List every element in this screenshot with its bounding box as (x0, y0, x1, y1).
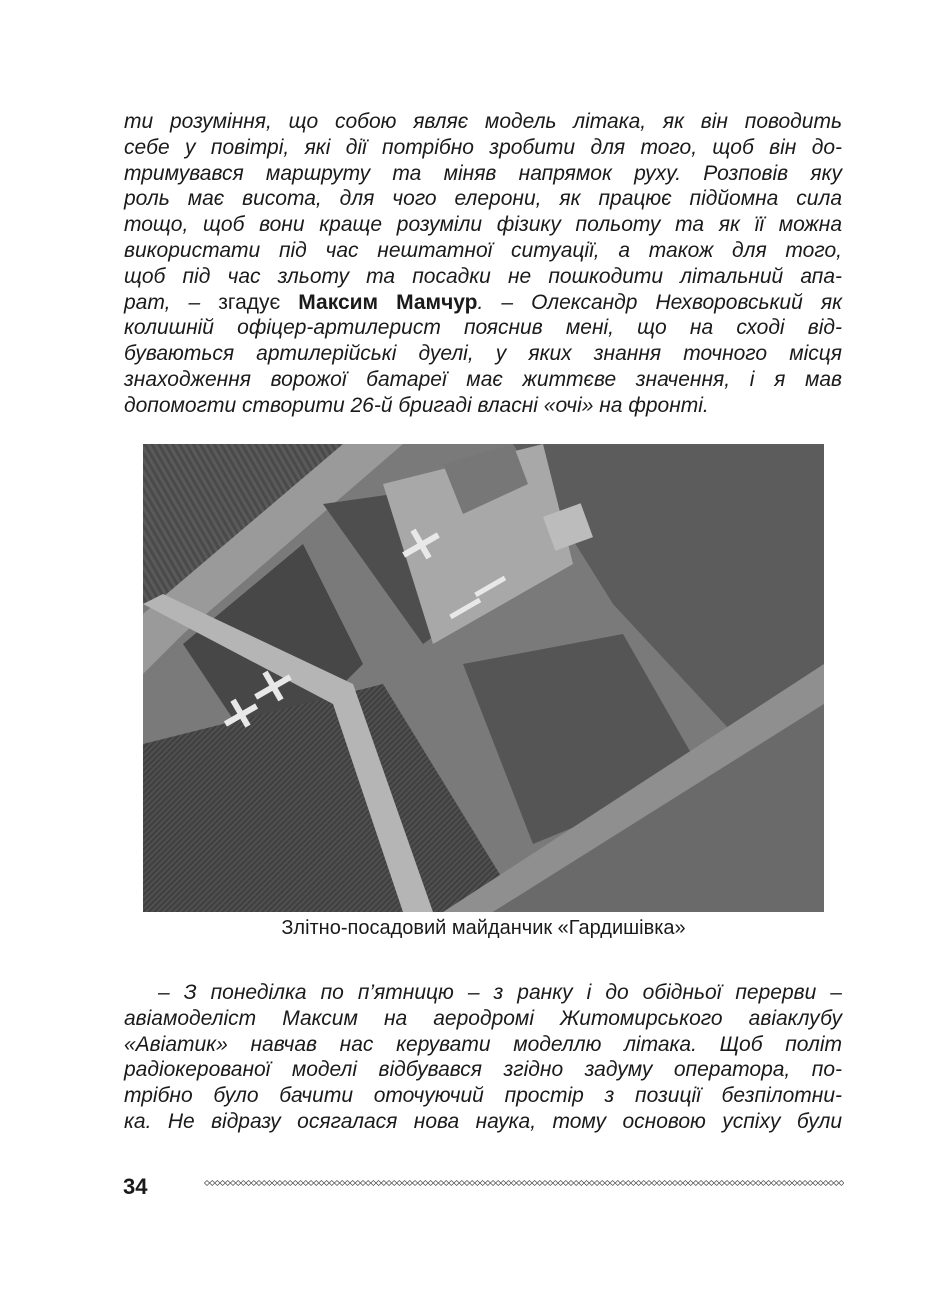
ornament-diamond (267, 1181, 272, 1186)
ornament-diamond (610, 1181, 615, 1186)
ornament-diamond (412, 1181, 417, 1186)
ornament-diamond (761, 1181, 766, 1186)
ornament-diamond (449, 1181, 454, 1186)
ornament-diamond (236, 1181, 241, 1186)
ornament-diamond (704, 1181, 709, 1186)
ornament-diamond (511, 1181, 516, 1186)
ornament-diamond (371, 1181, 376, 1186)
ornament-diamond (678, 1181, 683, 1186)
ornament-diamond (277, 1181, 282, 1186)
ornament-diamond (558, 1181, 563, 1186)
ornament-diamond (215, 1181, 220, 1186)
ornament-diamond (802, 1181, 807, 1186)
ornament-diamond (828, 1181, 833, 1186)
text-line: авіамоделіст Максим на аеродромі Житомирського авіаклубу (124, 1006, 842, 1030)
ornament-diamond (303, 1181, 308, 1186)
ornament-diamond (683, 1181, 688, 1186)
ornament-diamond (516, 1181, 521, 1186)
footer-ornament (204, 1176, 844, 1190)
ornament-diamond (771, 1181, 776, 1186)
ornament-diamond (376, 1181, 381, 1186)
text-line: буваються артилерійські дуелі, у яких знання точного місця (124, 342, 842, 366)
text-line: роль має висота, для чого елерони, як працює підйомна сила (124, 187, 842, 211)
ornament-diamond (407, 1181, 412, 1186)
ornament-diamond (262, 1181, 267, 1186)
ornament-diamond (418, 1181, 423, 1186)
photo-caption: Злітно-посадовий майданчик «Гардишівка» (281, 917, 686, 939)
ornament-diamond (724, 1181, 729, 1186)
ornament-diamond (693, 1181, 698, 1186)
ornament-diamond (345, 1181, 350, 1186)
ornament-diamond (438, 1181, 443, 1186)
ornament-diamond (381, 1181, 386, 1186)
ornament-diamond (532, 1181, 537, 1186)
ornament-diamond (766, 1181, 771, 1186)
ornament-diamond (615, 1181, 620, 1186)
ornament-diamond (542, 1181, 547, 1186)
ornament-diamond (485, 1181, 490, 1186)
text-line: себе у повітрі, які дії потрібно зробити для того, щоб він до- (124, 135, 842, 159)
ornament-diamond (688, 1181, 693, 1186)
ornament-diamond (444, 1181, 449, 1186)
aerial-airfield-photo (143, 444, 824, 912)
text-line-with-speaker (124, 290, 842, 316)
ornament-diamond (397, 1181, 402, 1186)
ornament-diamond (480, 1181, 485, 1186)
ornament-diamond (501, 1181, 506, 1186)
ornament-diamond (204, 1181, 209, 1186)
ornament-diamond (220, 1181, 225, 1186)
ornament-diamond (574, 1181, 579, 1186)
ornament-diamond (366, 1181, 371, 1186)
ornament-diamond (402, 1181, 407, 1186)
ornament-diamond (241, 1181, 246, 1186)
ornament-diamond (672, 1181, 677, 1186)
ornament-diamond (319, 1181, 324, 1186)
ornament-diamond (839, 1181, 844, 1186)
ornament-diamond (620, 1181, 625, 1186)
ornament-diamond (589, 1181, 594, 1186)
ornament-diamond (709, 1181, 714, 1186)
ornament-diamond (808, 1181, 813, 1186)
ornament-diamond (506, 1181, 511, 1186)
ornament-diamond (730, 1181, 735, 1186)
ornament-diamond (698, 1181, 703, 1186)
said-verb: згадує (200, 290, 299, 314)
ornament-diamond (251, 1181, 256, 1186)
ornament-diamond (834, 1181, 839, 1186)
ornament-diamond (662, 1181, 667, 1186)
ornament-diamond (334, 1181, 339, 1186)
ornament-diamond (324, 1181, 329, 1186)
ornament-diamond (813, 1181, 818, 1186)
ornament-diamond (626, 1181, 631, 1186)
ornament-diamond (548, 1181, 553, 1186)
speaker-name: Максим Мамчур (298, 290, 478, 314)
text-line: тощо, щоб вони краще розуміли фізику польоту та як її можна (124, 213, 842, 237)
ornament-diamond (527, 1181, 532, 1186)
ornament-diamond (818, 1181, 823, 1186)
text-line: колишній офіцер-артилерист пояснив мені, що на сході від- (124, 316, 842, 340)
ornament-diamond (641, 1181, 646, 1186)
ornament-diamond (470, 1181, 475, 1186)
ornament-diamond (745, 1181, 750, 1186)
text-line: трібно було бачити оточуючий простір з позиції безпілотни- (124, 1084, 842, 1108)
ornament-diamond (433, 1181, 438, 1186)
ornament-diamond (293, 1181, 298, 1186)
ornament-diamond (272, 1181, 277, 1186)
ornament-diamond (646, 1181, 651, 1186)
ornament-diamond (750, 1181, 755, 1186)
ornament-diamond (776, 1181, 781, 1186)
ornament-diamond (246, 1181, 251, 1186)
ornament-diamond (563, 1181, 568, 1186)
text-line: радіокерованої моделі відбувався згідно задуму оператора, по- (124, 1058, 842, 1082)
ornament-diamond (756, 1181, 761, 1186)
ornament-diamond (522, 1181, 527, 1186)
text-line: знаходження ворожої батареї має життєве значення, і я мав (124, 367, 842, 391)
ornament-diamond (537, 1181, 542, 1186)
ornament-diamond (308, 1181, 313, 1186)
text-line: щоб під час зльоту та посадки не пошкодити літальний апа- (124, 264, 842, 288)
ornament-diamond (386, 1181, 391, 1186)
ornament-diamond (553, 1181, 558, 1186)
ornament-diamond (636, 1181, 641, 1186)
ornament-diamond (428, 1181, 433, 1186)
ornament-diamond (652, 1181, 657, 1186)
ornament-diamond (288, 1181, 293, 1186)
ornament-diamond (719, 1181, 724, 1186)
ornament-diamond (423, 1181, 428, 1186)
paragraph-2 (124, 980, 842, 1135)
ornament-diamond (355, 1181, 360, 1186)
ornament-diamond (797, 1181, 802, 1186)
ornament-diamond (329, 1181, 334, 1186)
ornament-diamond (298, 1181, 303, 1186)
ornament-diamond (340, 1181, 345, 1186)
text-line: «Авіатик» навчав нас керувати моделлю літака. Щоб політ (124, 1032, 842, 1056)
ornament-diamond (454, 1181, 459, 1186)
ornament-diamond (735, 1181, 740, 1186)
ornament-diamond (459, 1181, 464, 1186)
ornament-diamond (792, 1181, 797, 1186)
paragraph-1 (124, 109, 842, 419)
text-line: – З понеділка по п’ятницю – з ранку і до обідньої перерви – (158, 981, 842, 1004)
ornament-diamond (496, 1181, 501, 1186)
text-line: використати під час нештатної ситуації, а також для того, (124, 238, 842, 262)
ornament-diamond (225, 1181, 230, 1186)
ornament-diamond (350, 1181, 355, 1186)
ornament-diamond (714, 1181, 719, 1186)
ornament-diamond (631, 1181, 636, 1186)
ornament-diamond (475, 1181, 480, 1186)
ornament-diamond (579, 1181, 584, 1186)
text-line: ти розуміння, що собою являє модель літака, як він поводить (124, 110, 842, 133)
ornament-diamond (282, 1181, 287, 1186)
ornament-diamond (594, 1181, 599, 1186)
ornament-diamond (490, 1181, 495, 1186)
ornament-diamond (657, 1181, 662, 1186)
ornament-diamond (360, 1181, 365, 1186)
line-end: . – Олександр Нехворовський як (477, 290, 842, 314)
ornament-diamond (823, 1181, 828, 1186)
ornament-diamond (600, 1181, 605, 1186)
ornament-diamond (667, 1181, 672, 1186)
ornament-diamond (210, 1181, 215, 1186)
text-line: тримувався маршруту та міняв напрямок руху. Розповів яку (124, 161, 842, 185)
line-start: рат, – (124, 290, 201, 314)
ornament-diamond (230, 1181, 235, 1186)
ornament-diamond (392, 1181, 397, 1186)
ornament-diamond (584, 1181, 589, 1186)
ornament-diamond (464, 1181, 469, 1186)
text-line: ка. Не відразу осягалася нова наука, тому основою успіху були (124, 1109, 842, 1133)
page-number: 34 (123, 1174, 148, 1199)
ornament-diamond (314, 1181, 319, 1186)
text-line: допомогти створити 26-й бригаді власні «очі» на фронті. (124, 393, 709, 417)
ornament-diamond (605, 1181, 610, 1186)
ornament-diamond (787, 1181, 792, 1186)
ornament-diamond (782, 1181, 787, 1186)
ornament-diamond (568, 1181, 573, 1186)
ornament-diamond (256, 1181, 261, 1186)
ornament-diamond (740, 1181, 745, 1186)
